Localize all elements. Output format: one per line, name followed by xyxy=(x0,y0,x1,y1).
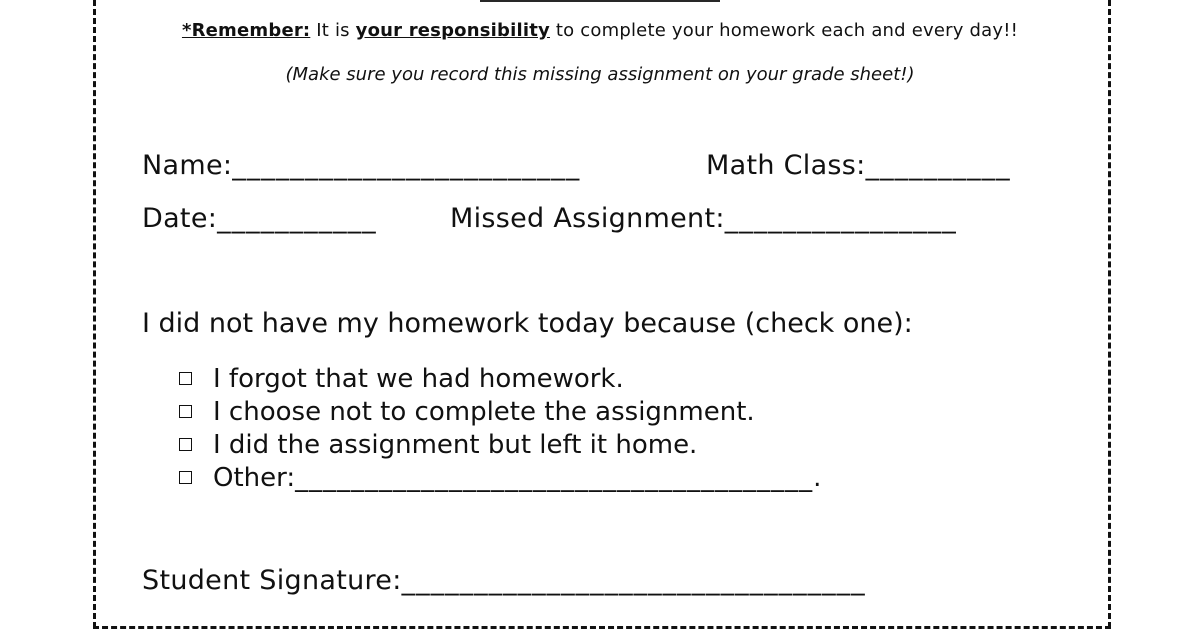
remember-text-1: It is xyxy=(310,20,356,41)
signature-field[interactable] xyxy=(142,565,866,596)
option-chose-not[interactable] xyxy=(176,395,822,428)
option-label: I forgot that we had homework. xyxy=(213,363,624,394)
math-class-blank[interactable]: __________ xyxy=(865,150,1011,181)
reason-question: I did not have my homework today because (check one): xyxy=(142,308,913,339)
option-forgot[interactable] xyxy=(176,362,822,395)
reason-options xyxy=(176,362,822,494)
date-field[interactable] xyxy=(142,203,377,234)
option-left-home[interactable] xyxy=(176,428,822,461)
option-label: Other: xyxy=(213,462,296,493)
checkbox-icon[interactable] xyxy=(179,405,192,418)
other-blank[interactable]: _____________________________________. xyxy=(295,462,823,493)
remember-line xyxy=(0,20,1200,41)
remember-text-2: to complete your homework each and every day!! xyxy=(549,20,1019,41)
math-class-label: Math Class: xyxy=(706,150,866,181)
remember-emphasis: your responsibility xyxy=(355,20,550,41)
signature-blank[interactable]: ________________________________ xyxy=(401,565,866,596)
header-fragment xyxy=(480,0,720,2)
name-field[interactable] xyxy=(142,150,580,181)
option-label: I did the assignment but left it home. xyxy=(213,429,698,460)
signature-label: Student Signature: xyxy=(142,565,402,596)
checkbox-icon[interactable] xyxy=(179,471,192,484)
remember-label: *Remember: xyxy=(181,20,311,41)
option-label: I choose not to complete the assignment. xyxy=(213,396,755,427)
missed-assignment-blank[interactable]: ________________ xyxy=(724,203,957,234)
date-label: Date: xyxy=(142,203,218,234)
date-blank[interactable]: ___________ xyxy=(217,203,377,234)
cut-line-bottom xyxy=(93,626,1111,629)
missed-assignment-field[interactable] xyxy=(450,203,957,234)
cut-line-right xyxy=(1108,0,1111,628)
grade-sheet-note: (Make sure you record this missing assignment on your grade sheet!) xyxy=(285,64,915,85)
name-blank[interactable]: ________________________ xyxy=(232,150,581,181)
missed-assignment-label: Missed Assignment: xyxy=(450,203,725,234)
checkbox-icon[interactable] xyxy=(179,372,192,385)
cut-line-left xyxy=(93,0,96,628)
checkbox-icon[interactable] xyxy=(179,438,192,451)
math-class-field[interactable] xyxy=(706,150,1011,181)
option-other[interactable] xyxy=(176,461,822,494)
name-label: Name: xyxy=(142,150,233,181)
